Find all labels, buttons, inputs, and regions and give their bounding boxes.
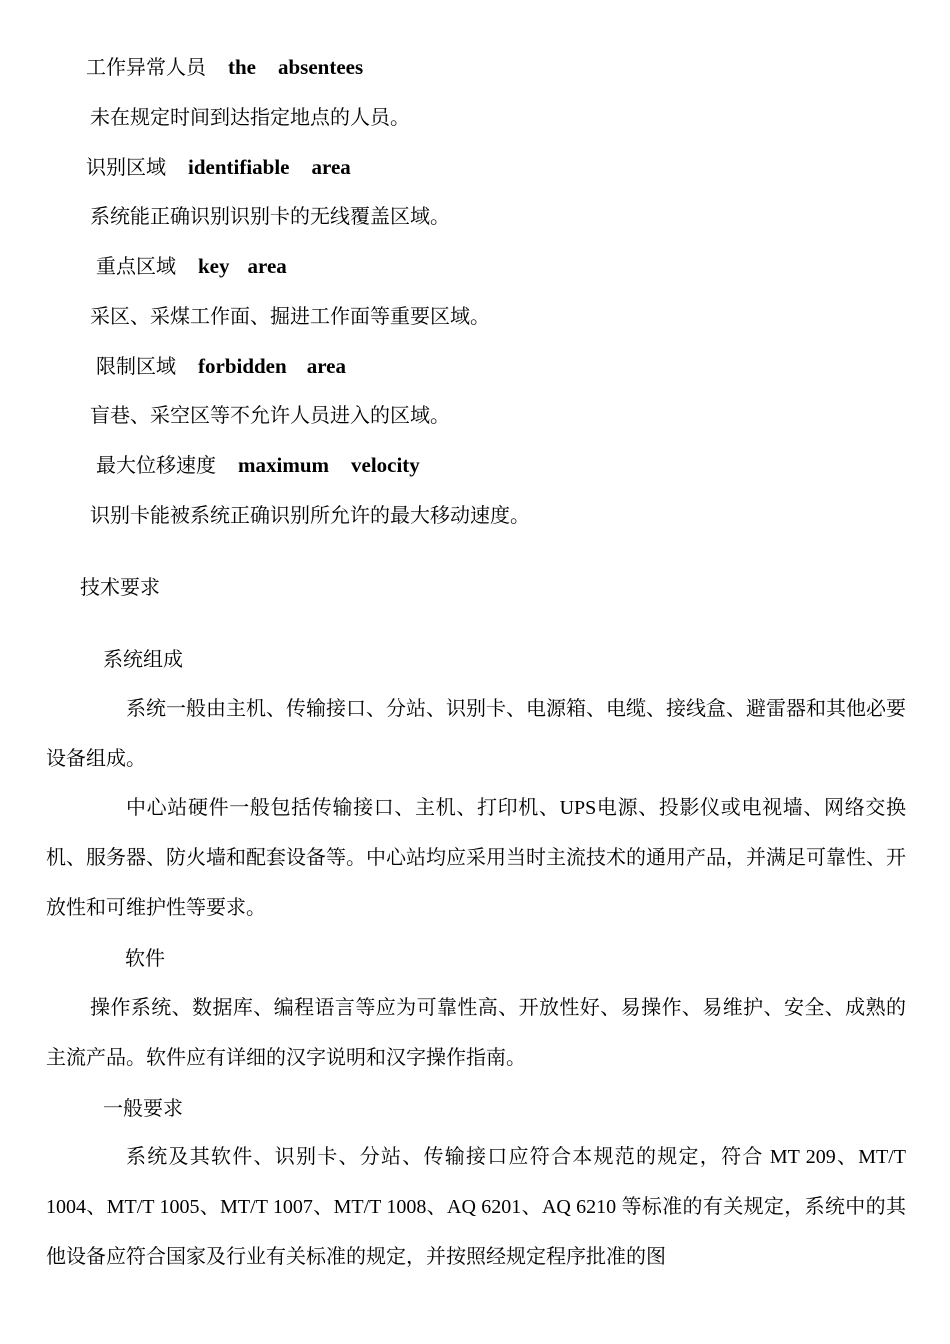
definition-term bbox=[96, 451, 420, 479]
term-chinese: 识别区域 bbox=[86, 155, 166, 179]
definition-term bbox=[86, 53, 363, 81]
definition-text: 识别卡能被系统正确识别所允许的最大移动速度。 bbox=[90, 503, 530, 527]
term-english-word: maximum bbox=[238, 453, 329, 477]
term-english-word: key bbox=[198, 254, 230, 278]
term-english-word: identifiable bbox=[188, 155, 290, 179]
term-chinese: 工作异常人员 bbox=[86, 55, 206, 79]
paragraph: 操作系统、数据库、编程语言等应为可靠性高、开放性好、易操作、易维护、安全、成熟的主流产品。软件应有详细的汉字说明和汉字操作指南。 bbox=[46, 997, 906, 1069]
definition-term bbox=[86, 153, 351, 181]
term-english-word: area bbox=[247, 254, 287, 278]
paragraph: 系统一般由主机、传输接口、分站、识别卡、电源箱、电缆、接线盒、避雷器和其他必要设备组成。 bbox=[46, 698, 906, 770]
term-chinese: 重点区域 bbox=[96, 254, 176, 278]
definition-term bbox=[96, 352, 346, 380]
subsection-heading: 软件 bbox=[125, 946, 165, 970]
definition-text: 盲巷、采空区等不允许人员进入的区域。 bbox=[90, 403, 450, 427]
term-english-word: absentees bbox=[278, 55, 364, 79]
definition-text: 未在规定时间到达指定地点的人员。 bbox=[90, 105, 410, 129]
subsection-heading: 系统组成 bbox=[103, 647, 183, 671]
definition-text: 采区、采煤工作面、掘进工作面等重要区域。 bbox=[90, 304, 490, 328]
section-heading: 技术要求 bbox=[80, 575, 160, 599]
term-english-word: velocity bbox=[351, 453, 420, 477]
term-chinese: 最大位移速度 bbox=[96, 453, 216, 477]
term-english-word: the bbox=[228, 55, 256, 79]
definition-text: 系统能正确识别识别卡的无线覆盖区域。 bbox=[90, 204, 450, 228]
paragraph: 系统及其软件、识别卡、分站、传输接口应符合本规范的规定，符合 MT 209、MT/T 1004、MT/T 1005、MT/T 1007、MT/T 1008、AQ 6201、AQ 6210 等标准的有关规定，系统中的其他设备应符合国家及行业有关标准的规定，并按照经规定程序批准的图 bbox=[46, 1146, 906, 1268]
term-english-word: area bbox=[311, 155, 351, 179]
subsection-heading: 一般要求 bbox=[103, 1096, 183, 1120]
definition-term bbox=[96, 252, 287, 280]
paragraph: 中心站硬件一般包括传输接口、主机、打印机、UPS电源、投影仪或电视墙、网络交换机、服务器、防火墙和配套设备等。中心站均应采用当时主流技术的通用产品，并满足可靠性、开放性和可维护性等要求。 bbox=[46, 797, 906, 919]
term-english-word: forbidden bbox=[198, 354, 287, 378]
term-chinese: 限制区域 bbox=[96, 354, 176, 378]
term-english-word: area bbox=[306, 354, 346, 378]
